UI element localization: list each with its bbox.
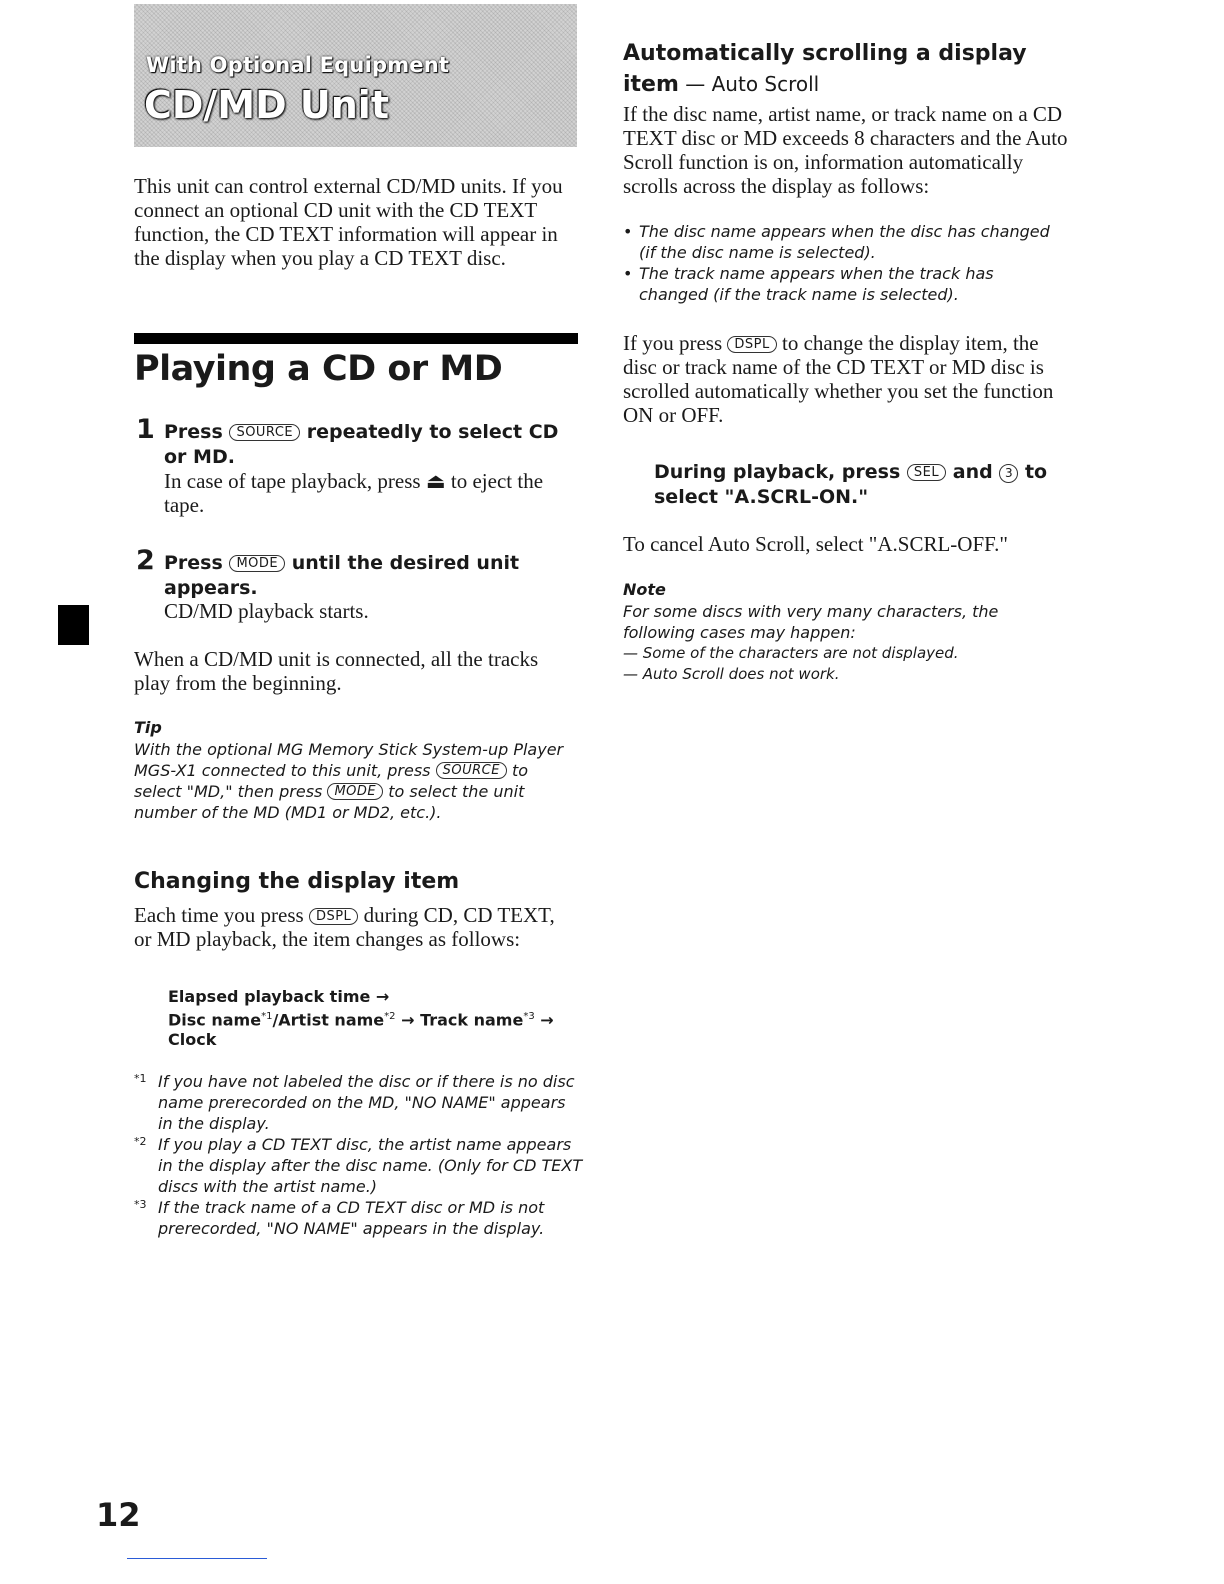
tip-text-c: to select the unit number of the MD (MD1 or MD2, etc.). (134, 782, 525, 822)
autoscroll-heading (623, 40, 1063, 101)
footnote-2-text: If you play a CD TEXT disc, the artist name appears in the display after the disc name. (Only for CD TEXT discs with the artist name.) (158, 1135, 583, 1196)
changing-heading: Changing the display item (134, 869, 460, 894)
header-title: CD/MD Unit (144, 83, 389, 127)
autoscroll-dspl-button: DSPL (727, 336, 776, 353)
changing-text-a: Each time you press (134, 903, 304, 927)
tip-text-b: to select "MD," then press (134, 761, 529, 801)
sel-button: SEL (907, 464, 946, 481)
tip-label: Tip (134, 718, 162, 737)
side-tab-marker (58, 605, 89, 645)
note-label: Note (623, 580, 666, 599)
sup-3: *3 (523, 1011, 535, 1022)
tip-mode-button: MODE (327, 783, 383, 800)
footnote-1-mark: *1 (134, 1072, 147, 1085)
after-steps-paragraph: When a CD/MD unit is connected, all the tracks play from the beginning. (134, 647, 539, 695)
sequence-clock: Clock (168, 1030, 217, 1050)
number-3-button: 3 (999, 464, 1018, 483)
sequence-arrow: → (540, 1010, 554, 1030)
note-item-2: — Auto Scroll does not work. (623, 665, 840, 683)
step-2-rest: until the desired unit appears. (164, 552, 520, 599)
dspl-button: DSPL (309, 908, 358, 925)
note-item-1: — Some of the characters are not displayed. (623, 644, 959, 662)
bottom-rule (127, 1558, 267, 1559)
step-2-number: 2 (136, 545, 155, 576)
section-title: Playing a CD or MD (134, 349, 503, 389)
source-button: SOURCE (229, 424, 300, 441)
instruction-text-b: to select "A.SCRL-ON." (654, 461, 1048, 508)
changing-text-b: during CD, CD TEXT, or MD playback, the item changes as follows: (134, 903, 555, 951)
step-2-body: CD/MD playback starts. (164, 599, 369, 623)
sequence-disc-name: Disc name (168, 1010, 262, 1030)
autoscroll-title: Automatically scrolling a display item (623, 41, 1027, 97)
footnote-1 (134, 1071, 584, 1134)
footnotes (134, 1071, 584, 1239)
autoscroll-bullet-1: • The disc name appears when the disc has changed (if the disc name is selected). (623, 222, 1050, 262)
intro-paragraph: This unit can control external CD/MD units. If you connect an optional CD unit with the CD TEXT function, the CD TEXT information will appear in the display when you play a CD TEXT disc. (134, 174, 563, 270)
footnote-1-text: If you have not labeled the disc or if there is no disc name prerecorded on the MD, "NO NAME" appears in the display. (158, 1072, 575, 1133)
display-sequence (168, 987, 588, 1050)
eject-icon: ⏏ (425, 469, 446, 493)
cancel-paragraph: To cancel Auto Scroll, select "A.SCRL-OFF." (623, 532, 1008, 556)
autoscroll-bullets (623, 221, 1063, 305)
tip-source-button: SOURCE (436, 762, 507, 779)
dspl-text-b: to change the display item, the disc or track name of the CD TEXT or MD disc is scrolled automatically whether you set the function ON or OFF. (623, 331, 1054, 427)
note-text: For some discs with very many characters, the following cases may happen: (623, 602, 999, 642)
tip-text (134, 739, 574, 823)
footnote-2 (134, 1134, 584, 1197)
step-2-press: Press (164, 552, 223, 574)
footnote-2-mark: *2 (134, 1135, 147, 1148)
step-1-body-a: In case of tape playback, press (164, 469, 421, 493)
section-rule (134, 333, 578, 344)
instruction-and: and (952, 461, 993, 483)
autoscroll-instruction (654, 460, 1074, 510)
step-2-heading (164, 551, 584, 601)
autoscroll-body: If the disc name, artist name, or track name on a CD TEXT disc or MD exceeds 8 characters and the Auto Scroll function is on, information automatically scrolls across the display as follows: (623, 102, 1068, 198)
dspl-paragraph (623, 331, 1068, 427)
step-1-number: 1 (136, 414, 155, 445)
sequence-track-name: → Track name (401, 1010, 524, 1030)
dspl-text-a: If you press (623, 331, 723, 355)
changing-paragraph (134, 903, 574, 951)
step-1-rest: repeatedly to select CD or MD. (164, 421, 559, 468)
autoscroll-title-rest: — Auto Scroll (678, 72, 820, 96)
mode-button: MODE (229, 555, 285, 572)
step-1-heading (164, 420, 584, 470)
note-items (623, 643, 1043, 685)
footnote-3-mark: *3 (134, 1198, 147, 1211)
sequence-line-1: Elapsed playback time → (168, 987, 390, 1006)
autoscroll-bullet-2: • The track name appears when the track has changed (if the track name is selected). (623, 264, 994, 304)
step-1-press: Press (164, 421, 223, 443)
step-1-body-b: to eject the tape. (164, 469, 544, 517)
page-number: 12 (96, 1496, 141, 1534)
sequence-line-2 (168, 1007, 588, 1030)
step-1-body (164, 469, 584, 517)
sequence-artist-name: /Artist name (272, 1010, 385, 1030)
sup-2: *2 (384, 1011, 396, 1022)
sup-1: *1 (261, 1011, 273, 1022)
footnote-3 (134, 1197, 584, 1239)
tip-text-a: With the optional MG Memory Stick System-up Player MGS-X1 connected to this unit, press (134, 740, 564, 780)
footnote-3-text: If the track name of a CD TEXT disc or MD is not prerecorded, "NO NAME" appears in the display. (158, 1198, 545, 1238)
instruction-text-a: During playback, press (654, 461, 901, 483)
header-subtitle: With Optional Equipment (146, 53, 450, 77)
